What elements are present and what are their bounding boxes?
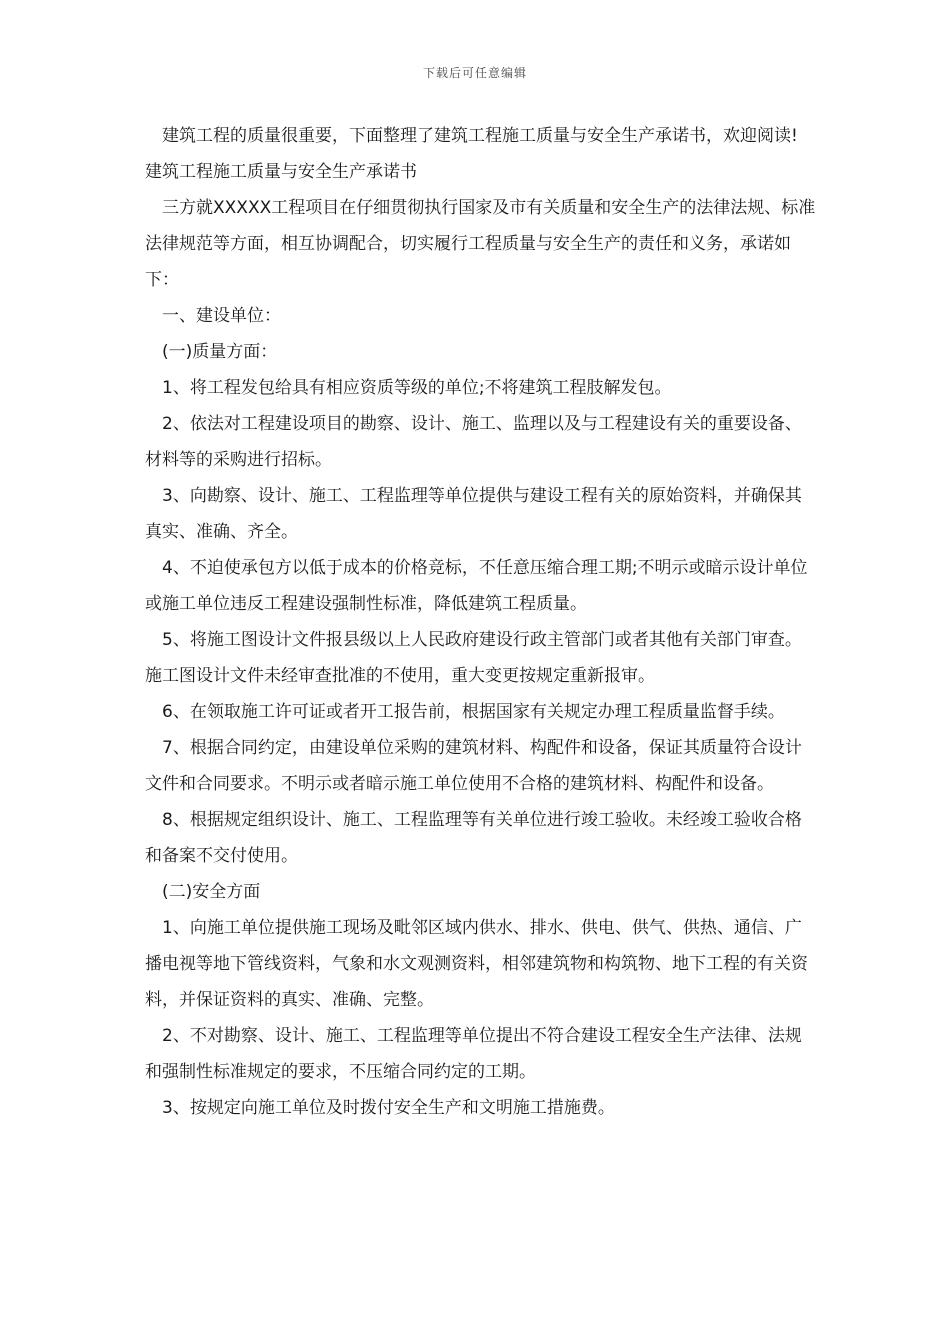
- section-heading-construction-unit: 一、建设单位：: [162, 306, 281, 326]
- safety-item-1: 1、向施工单位提供施工现场及毗邻区域内供水、排水、供电、供气、供热、通信、广播电视等地下管线资料，气象和水文观测资料，相邻建筑物和构筑物、地下工程的有关资料，并保证资料的真实、准确、完整。: [145, 918, 808, 1010]
- page-header: 下载后可任意编辑: [422, 66, 527, 80]
- subsection-heading-quality: (一)质量方面：: [162, 342, 278, 362]
- preamble-paragraph: 三方就XXXXX工程项目在仔细贯彻执行国家及市有关质量和安全生产的法律法规、标准法律规范等方面，相互协调配合，切实履行工程质量与安全生产的责任和义务，承诺如下：: [145, 198, 816, 290]
- safety-item-3: 3、按规定向施工单位及时拨付安全生产和文明施工措施费。: [162, 1098, 615, 1118]
- quality-item-6: 6、在领取施工许可证或者开工报告前，根据国家有关规定办理工程质量监督手续。: [162, 702, 785, 722]
- quality-item-3: 3、向勘察、设计、施工、工程监理等单位提供与建设工程有关的原始资料，并确保其真实、准确、齐全。: [145, 486, 802, 542]
- quality-item-8: 8、根据规定组织设计、施工、工程监理等有关单位进行竣工验收。未经竣工验收合格和备案不交付使用。: [145, 810, 802, 866]
- intro-paragraph: 建筑工程的质量很重要，下面整理了建筑工程施工质量与安全生产承诺书，欢迎阅读! 建筑工程施工质量与安全生产承诺书: [145, 126, 798, 182]
- quality-item-7: 7、根据合同约定，由建设单位采购的建筑材料、构配件和设备，保证其质量符合设计文件和合同要求。不明示或者暗示施工单位使用不合格的建筑材料、构配件和设备。: [145, 738, 802, 794]
- quality-item-4: 4、不迫使承包方以低于成本的价格竞标，不任意压缩合理工期;不明示或暗示设计单位或施工单位违反工程建设强制性标准，降低建筑工程质量。: [145, 558, 808, 614]
- document-body: [145, 118, 817, 1126]
- quality-item-1: 1、将工程发包给具有相应资质等级的单位;不将建筑工程肢解发包。: [162, 378, 672, 398]
- quality-item-5: 5、将施工图设计文件报县级以上人民政府建设行政主管部门或者其他有关部门审查。施工图设计文件未经审查批准的不使用，重大变更按规定重新报审。: [145, 630, 802, 686]
- safety-item-2: 2、不对勘察、设计、施工、工程监理等单位提出不符合建设工程安全生产法律、法规和强制性标准规定的要求，不压缩合同约定的工期。: [145, 1026, 802, 1082]
- quality-item-2: 2、依法对工程建设项目的勘察、设计、施工、监理以及与工程建设有关的重要设备、材料等的采购进行招标。: [145, 414, 802, 470]
- subsection-heading-safety: (二)安全方面: [162, 882, 261, 902]
